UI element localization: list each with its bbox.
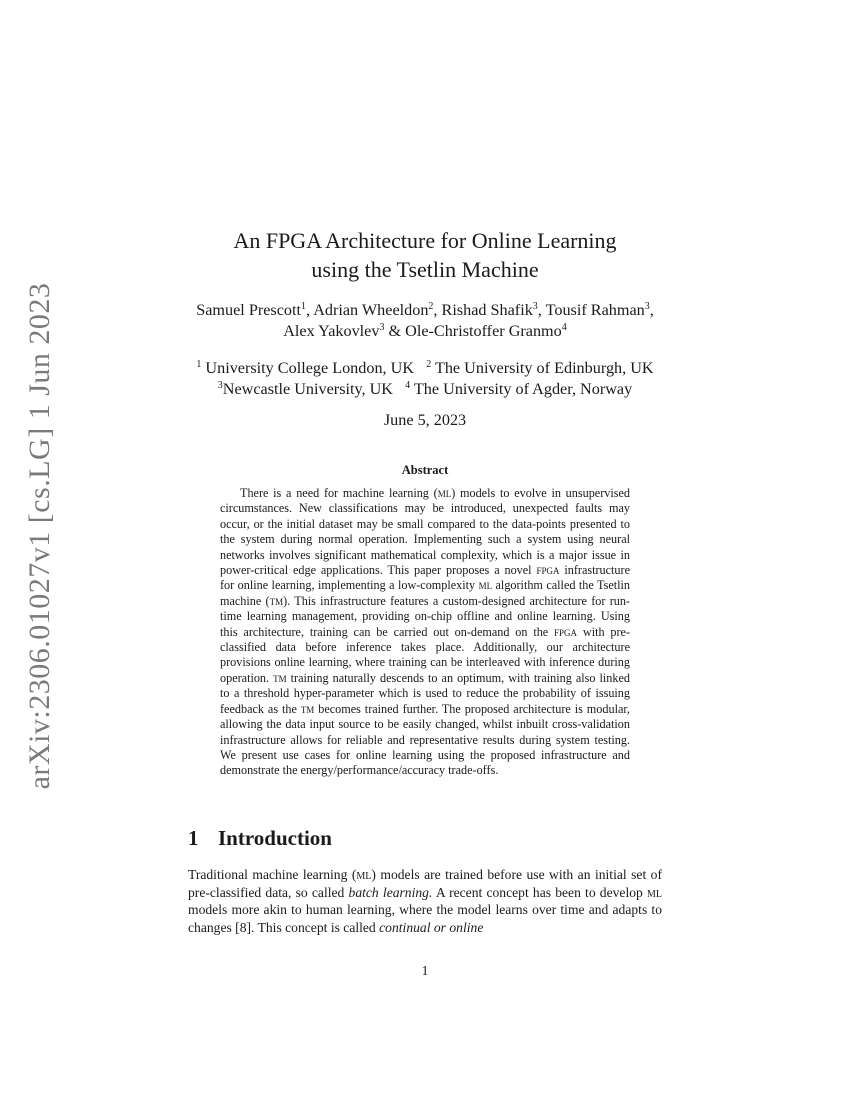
affiliation-number: 1 <box>196 359 202 370</box>
arxiv-identifier-text: arXiv:2306.01027v1 [cs.LG] 1 Jun 2023 <box>23 282 56 790</box>
authors-line-2: Alex Yakovlev$^3$ & Ole-Christoffer Granmo$^4$ <box>283 322 567 340</box>
introduction-body: Traditional machine learning (ml) models are trained before use with an initial set of pre-classified data, so called batch learning. A recent concept has been to develop ml models more akin to human learning, where the model learns over time and adapts to changes [8]. This concept is called continual or online <box>188 867 663 935</box>
author-affiliation-mark: 4 <box>561 322 567 333</box>
author-name: Alex Yakovlev <box>283 322 380 340</box>
affiliations-line-1 <box>0 358 850 379</box>
author-affiliation-mark: 3 <box>532 301 538 312</box>
title-line-2: using the Tsetlin Machine <box>311 257 539 282</box>
author-affiliation-mark: 3 <box>379 322 385 333</box>
section-title: Introduction <box>218 826 332 850</box>
acronym: ml <box>356 867 372 882</box>
affiliation-text: Newcastle University, UK <box>222 380 394 398</box>
author-affiliation-mark: 2 <box>428 301 434 312</box>
author-list <box>0 300 850 342</box>
acronym: ml <box>437 486 452 500</box>
affiliation-number: 4 <box>405 380 411 391</box>
author-affiliation-mark: 1 <box>300 301 306 312</box>
author-name: Adrian Wheeldon <box>313 301 429 319</box>
author-affiliation-mark: 3 <box>644 301 650 312</box>
author-name: Samuel Prescott <box>196 301 301 319</box>
section-number: 1 <box>188 826 199 850</box>
acronym: tm <box>300 701 315 716</box>
acronym: ml <box>647 884 663 900</box>
author-name: Tousif Rahman <box>545 301 645 319</box>
abstract-body: There is a need for machine learning (ml) models to evolve in unsupervised circumstances. New classifications may be introduced, unexpected faults may occur, or the initial dataset may be small compared to the data-points presented to the system during normal operation. Implementing such a system using neural networks involves significant mathematical complexity, which is a major issue in power-critical edge applications. This paper proposes a novel fpga infrastructure for online learning, implementing a low-complexity ml algorithm called the Tsetlin machine (tm). This infrastructure features a custom-designed architecture for run-time learning management, providing on-chip offline and online learning. Using this architecture, training can be carried out on-demand on the fpga with pre-classified data before inference takes place. Additionally, our architecture provisions online learning, where training can be interleaved with inference during operation. tm training naturally descends to an optimum, with training also linked to a threshold hyper-parameter which is used to reduce the probability of issuing feedback as the tm becomes trained further. The proposed architecture is modular, allowing the data input source to be easily changed, whilst inbuilt cross-validation infrastructure allows for reliable and representative results during system testing. We present use cases for online learning using the proposed infrastructure and demonstrate the energy/performance/accuracy trade-offs. <box>220 486 630 778</box>
page-number: 1 <box>421 963 429 978</box>
paper-title <box>0 226 850 284</box>
affiliation-list <box>0 358 850 400</box>
title-line-1: An FPGA Architecture for Online Learning <box>233 228 617 253</box>
acronym: ml <box>478 578 493 593</box>
abstract-heading: Abstract <box>401 463 449 477</box>
acronym: tm <box>273 670 287 685</box>
affiliation-text: The University of Agder, Norway <box>413 380 633 398</box>
author-name: Rishad Shafik <box>441 301 533 319</box>
acronym: fpga <box>554 624 578 639</box>
affiliation-text: University College London, UK <box>205 359 415 377</box>
emphasis: batch learning. <box>348 884 433 900</box>
acronym: fpga <box>536 563 560 578</box>
paper-date: June 5, 2023 <box>383 411 467 429</box>
affiliations-line-2 <box>0 379 850 400</box>
acronym: tm <box>269 593 284 608</box>
affiliation-text: The University of Edinburgh, UK <box>434 359 654 377</box>
section-heading-introduction <box>188 826 332 851</box>
authors-line-1: Samuel Prescott$^1$, Adrian Wheeldon$^2$, Rishad Shafik$^3$, Tousif Rahman$^3$, <box>196 301 654 319</box>
author-name: Ole-Christoffer Granmo <box>405 322 562 340</box>
affiliation-number: 3 <box>217 380 223 391</box>
affiliation-number: 2 <box>426 359 432 370</box>
emphasis: continual or online <box>379 919 484 935</box>
